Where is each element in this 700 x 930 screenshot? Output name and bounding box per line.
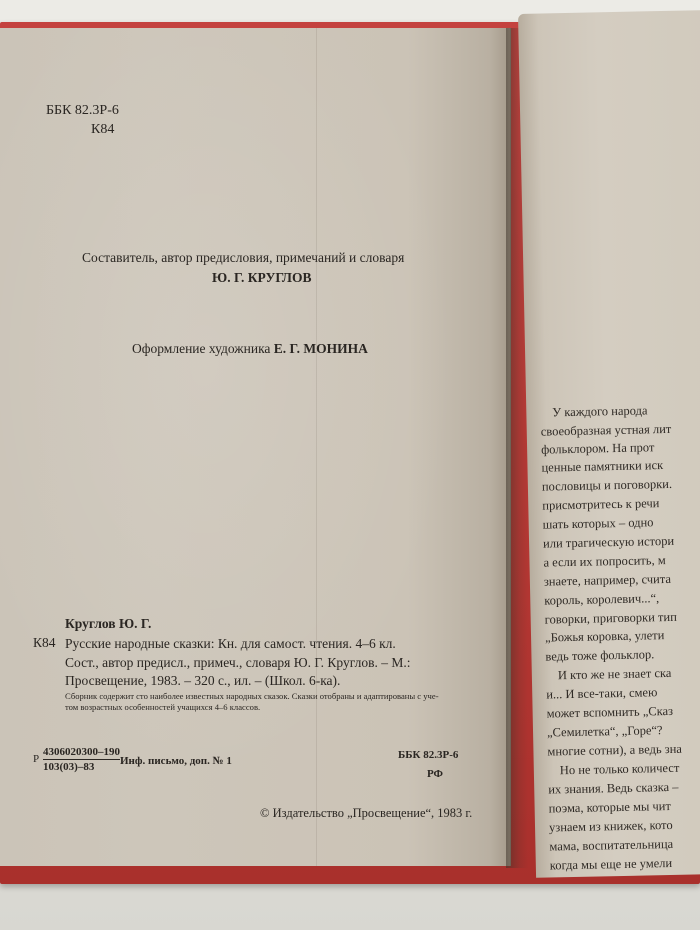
right-page-line: Но не только количест <box>559 760 680 778</box>
right-page-line: говорки, приговорки тип <box>544 609 677 627</box>
code-fraction <box>43 746 120 773</box>
right-page-line: когда мы еще не умели <box>549 855 673 873</box>
composer-label: Составитель, автор предисловия, примечаний и словаря <box>82 250 405 265</box>
right-page-line: или трагическую истори <box>542 533 675 551</box>
info-letter: Инф. письмо, доп. № 1 <box>120 755 232 767</box>
right-page-line: король, королевич...“, <box>544 591 660 608</box>
design-credit <box>132 341 368 357</box>
right-page-line: поэма, которые мы чит <box>548 798 672 816</box>
right-page-line: ценные памятники иск <box>541 458 664 475</box>
bbk-code-bottom: ББК 82.3Р-6 <box>398 749 459 761</box>
right-page-line: У каждого народа <box>552 403 648 420</box>
right-page-line: фольклором. На прот <box>540 440 655 457</box>
right-page-line: присмотритесь к речи <box>542 496 660 513</box>
copyright-line: © Издательство „Просвещение“, 1983 г. <box>260 806 473 820</box>
right-page <box>518 10 700 878</box>
right-page-line: своеобразная устная лит <box>540 421 672 439</box>
annotation-line: Сборник содержит сто наиболее известных народных сказок. Сказки отобраны и адаптированы с уче- <box>65 691 439 701</box>
catalog-author-mark: К84 <box>33 635 56 650</box>
bib-line: Русские народные сказки: Кн. для самост. чтения. 4–6 кл. <box>65 636 396 651</box>
composer-name: Ю. Г. КРУГЛОВ <box>212 270 312 285</box>
right-page-line: узнаем из книжек, кото <box>548 817 673 835</box>
right-page-line: „Божья коровка, улети <box>544 628 665 645</box>
annotation-line: том возрастных особенностей учащихся 4–6 классов. <box>65 702 261 712</box>
right-page-line: многие сотни), а ведь зна <box>547 741 683 759</box>
right-page-line: может вспомнить „Сказ <box>546 703 674 721</box>
right-page-line: а если их попросить, м <box>543 553 666 570</box>
rf-mark: РФ <box>427 768 443 780</box>
bib-line: Сост., автор предисл., примеч., словаря Ю. Г. Круглов. – М.: <box>65 654 411 670</box>
right-page-line: И кто же не знает ска <box>557 665 672 683</box>
bbk-code-top: ББК 82.3Р-6 <box>46 103 119 118</box>
right-page-line: шать которых – одно <box>542 515 654 532</box>
right-page-text <box>518 10 700 873</box>
code-denominator: 103(03)–83 <box>43 761 95 773</box>
right-page-line: и... И все-таки, смею <box>546 685 658 702</box>
bib-line: Просвещение, 1983. – 320 с., ил. – (Школ. 6-ка). <box>65 673 341 688</box>
bibliographic-description <box>65 635 495 691</box>
right-page-line: их знания. Ведь сказка – <box>548 779 679 797</box>
code-prefix: Р <box>33 753 40 765</box>
annotation <box>65 691 485 713</box>
right-page-line: „Семилетка“, „Горе“? <box>546 723 663 740</box>
right-page-line: пословицы и поговорки. <box>541 476 673 494</box>
code-numerator: 4306020300–190 <box>43 746 120 758</box>
design-name: Е. Г. МОНИНА <box>273 341 368 356</box>
right-page-line: мама, воспитательница <box>549 836 674 854</box>
design-label: Оформление художника <box>132 341 271 356</box>
author-mark-top: К84 <box>91 122 115 137</box>
catalog-author: Круглов Ю. Г. <box>65 616 152 631</box>
right-page-line: ведь тоже фольклор. <box>545 647 655 664</box>
left-page <box>0 28 511 866</box>
right-page-line: знаете, например, счита <box>543 571 672 589</box>
